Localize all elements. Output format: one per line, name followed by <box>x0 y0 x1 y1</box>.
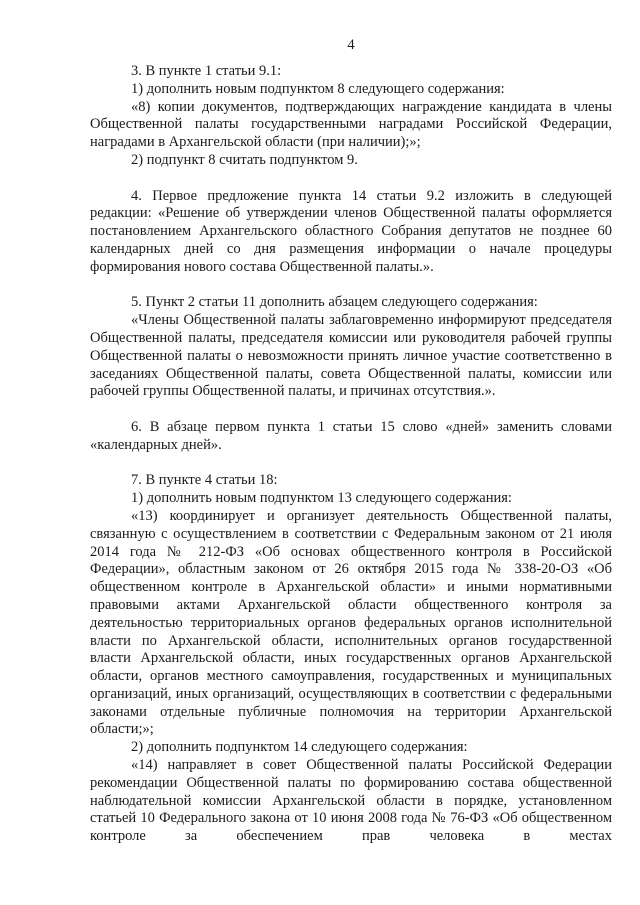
document-body <box>90 63 612 846</box>
paragraph: «13) координирует и организует деятельность Общественной палаты, связанную с осуществлением в соответствии с Федеральным законом от 21 июля 2014 года № 212-ФЗ «Об основах общественного контроля в Российской Федерации», областным законом от 26 октября 2015 года № 338-20-ОЗ «Об общественном контроле в Архангельской области» и иными нормативными правовыми актами Архангельской области общественного контроля за деятельностью территориальных органов федеральных органов исполнительной власти по Архангельской области, исполнительных органов государственной власти Архангельской области, иных государственных органов Архангельской области, органов местного самоуправления, государственных и муниципальных организаций, иных организаций, осуществляющих в соответствии с федеральными законами отдельные публичные полномочия на территории Архангельской области;»; <box>90 507 612 738</box>
paragraph-spacer <box>90 401 612 419</box>
paragraph: 3. В пункте 1 статьи 9.1: <box>131 63 282 79</box>
paragraph: 4. Первое предложение пункта 14 статьи 9.2 изложить в следующей редакции: «Решение об утверждении членов Общественной палаты оформляется постановлением Архангельского областного Собрания депутатов не позднее 60 календарных дней со дня размещения информации о начале процедуры формирования нового состава Общественной палаты.». <box>90 187 612 275</box>
paragraph: 6. В абзаце первом пункта 1 статьи 15 слово «дней» заменить словами «календарных дней». <box>90 418 612 453</box>
paragraph: «8) копии документов, подтверждающих награждение кандидата в члены Общественной палаты государственными наградами Российской Федерации, наградами в Архангельской области (при наличии);»; <box>90 98 612 151</box>
page-number: 4 <box>347 37 355 53</box>
paragraph: 1) дополнить новым подпунктом 13 следующего содержания: <box>131 490 512 507</box>
paragraph-spacer <box>90 170 612 188</box>
paragraph: 2) дополнить подпунктом 14 следующего содержания: <box>131 739 468 756</box>
paragraph: 7. В пункте 4 статьи 18: <box>131 472 278 489</box>
paragraph: 1) дополнить новым подпунктом 8 следующего содержания: <box>131 80 505 97</box>
paragraph: 5. Пункт 2 статьи 11 дополнить абзацем следующего содержания: <box>131 294 538 311</box>
paragraph: «Члены Общественной палаты заблаговременно информируют председателя Общественной палаты, председателя комиссии или руководителя рабочей группы Общественной палаты о невозможности принять личное участие соответственно в заседаниях Общественной палаты, совета Общественной палаты, комиссии или рабочей группы Общественной палаты, и причинах отсутствия.». <box>90 312 612 400</box>
paragraph-spacer <box>90 277 612 295</box>
paragraph: «14) направляет в совет Общественной палаты Российской Федерации рекомендации Общественной палаты по формированию состава общественной наблюдательной комиссии Архангельской области в порядке, установленном статьей 10 Федерального закона от 10 июня 2008 года № 76-ФЗ «Об общественном контроле за обеспечением прав человека в местах <box>90 757 612 845</box>
paragraph: 2) подпункт 8 считать подпунктом 9. <box>131 151 358 168</box>
paragraph-spacer <box>90 455 612 473</box>
